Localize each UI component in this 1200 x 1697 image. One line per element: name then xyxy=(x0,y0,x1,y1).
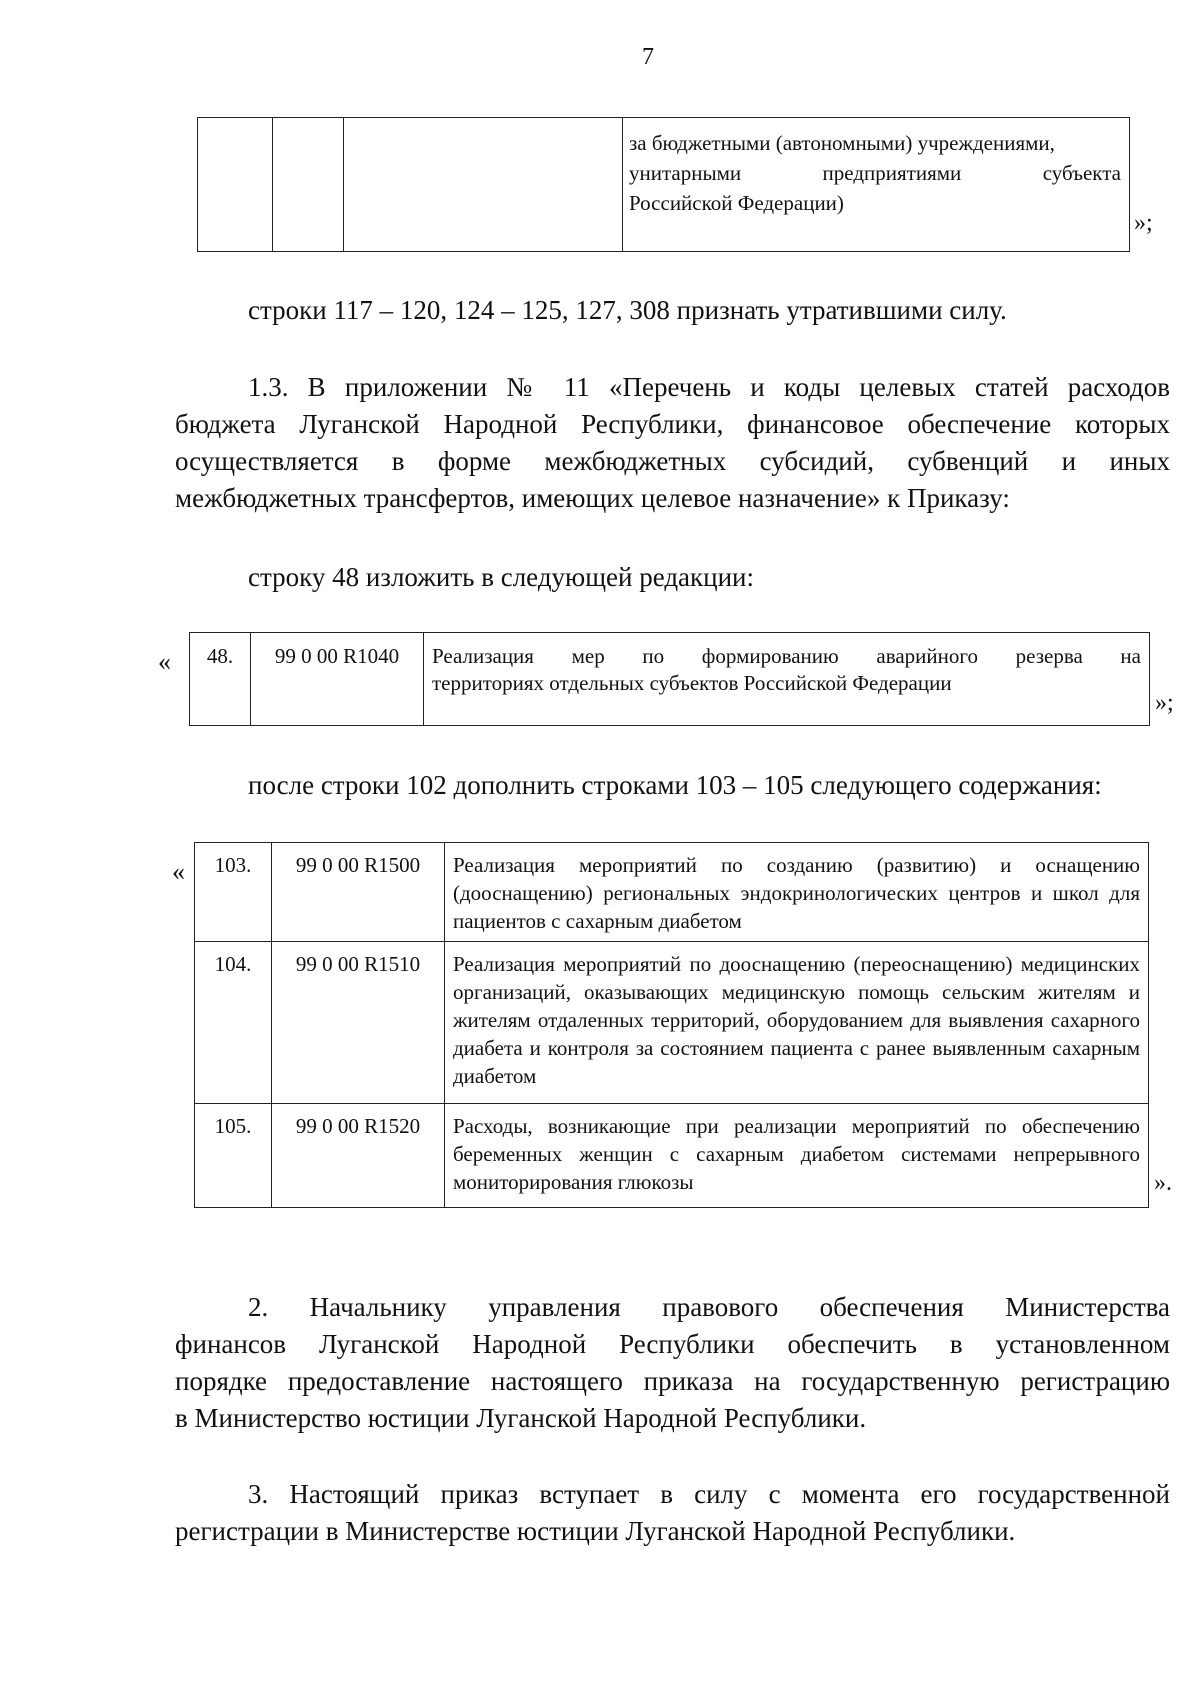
target-code: 99 0 00 R1520 xyxy=(272,1104,445,1208)
empty-cell xyxy=(344,118,623,252)
paragraph-after-102: после строки 102 дополнить строками 103 – 105 следующего содержания: xyxy=(248,770,1102,800)
page-number: 7 xyxy=(642,44,654,70)
table-row xyxy=(195,843,1149,942)
row-description: Реализация мероприятий по дооснащению (переоснащению) медицинских организаций, оказывающих медицинскую помощь сельским жителям и жителям отдаленных территорий, оборудованием для выявления сахарного диабета и контроля за состоянием пациента с ранее выявленным сахарным диабетом xyxy=(445,942,1149,1104)
row-number: 48. xyxy=(190,633,251,726)
continuation-line: унитарными предприятиями субъекта xyxy=(629,161,1121,185)
paragraph-line-48: строку 48 изложить в следующей редакции: xyxy=(248,562,755,592)
paragraph-line: 1.3. В приложении № 11 «Перечень и коды целевых статей расходов xyxy=(248,372,1170,402)
continuation-line: Российской Федерации) xyxy=(629,191,844,215)
closing-quote: ». xyxy=(1154,1170,1172,1196)
closing-quote: »; xyxy=(1134,210,1153,236)
paragraph-2 xyxy=(175,1289,1170,1437)
opening-quote: « xyxy=(158,647,171,676)
table-row xyxy=(195,1104,1149,1208)
paragraph-line: 3. Настоящий приказ вступает в силу с момента его государственной xyxy=(248,1479,1170,1509)
continuation-table xyxy=(197,117,1130,252)
row-description xyxy=(424,633,1150,726)
paragraph-line: межбюджетных трансфертов, имеющих целевое назначение» к Приказу: xyxy=(175,483,1010,513)
row-number: 104. xyxy=(195,942,272,1104)
paragraph-line: в Министерство юстиции Луганской Народной Республики. xyxy=(175,1403,867,1433)
paragraph-3 xyxy=(175,1476,1170,1550)
row-description: Расходы, возникающие при реализации мероприятий по обеспечению беременных женщин с сахарным диабетом системами непрерывного мониторирования глюкозы xyxy=(445,1104,1149,1208)
row-number: 105. xyxy=(195,1104,272,1208)
table-row xyxy=(190,633,1150,726)
paragraph-line: порядке предоставление настоящего приказа на государственную регистрацию xyxy=(175,1366,1170,1396)
paragraph-1-3 xyxy=(175,369,1170,517)
paragraph-line: осуществляется в форме межбюджетных субсидий, субвенций и иных xyxy=(175,446,1170,476)
paragraph-line: 2. Начальнику управления правового обеспечения Министерства xyxy=(248,1292,1170,1322)
empty-cell xyxy=(273,118,344,252)
target-code: 99 0 00 R1510 xyxy=(272,942,445,1104)
opening-quote: « xyxy=(172,857,185,886)
row-number: 103. xyxy=(195,843,272,942)
table-rows-103-105 xyxy=(194,842,1149,1208)
target-code: 99 0 00 R1500 xyxy=(272,843,445,942)
paragraph-repeal-lines: строки 117 – 120, 124 – 125, 127, 308 признать утратившими силу. xyxy=(248,295,1007,325)
table-row xyxy=(195,942,1149,1104)
continuation-text-cell xyxy=(623,118,1130,252)
paragraph-line: финансов Луганской Народной Республики обеспечить в установленном xyxy=(175,1329,1170,1359)
continuation-line: за бюджетными (автономными) учреждениями, xyxy=(629,131,1055,155)
target-code: 99 0 00 R1040 xyxy=(251,633,424,726)
table-row-48 xyxy=(189,632,1150,726)
description-line: Реализация мер по формированию аварийного резерва на xyxy=(432,644,1141,668)
empty-cell xyxy=(198,118,273,252)
description-line: территориях отдельных субъектов Российской Федерации xyxy=(432,671,952,695)
row-description: Реализация мероприятий по созданию (развитию) и оснащению (дооснащению) региональных эндокринологических центров и школ для пациентов с сахарным диабетом xyxy=(445,843,1149,942)
paragraph-line: бюджета Луганской Народной Республики, финансовое обеспечение которых xyxy=(175,409,1170,439)
closing-quote: »; xyxy=(1155,690,1174,716)
paragraph-line: регистрации в Министерстве юстиции Луганской Народной Республики. xyxy=(175,1516,1016,1546)
